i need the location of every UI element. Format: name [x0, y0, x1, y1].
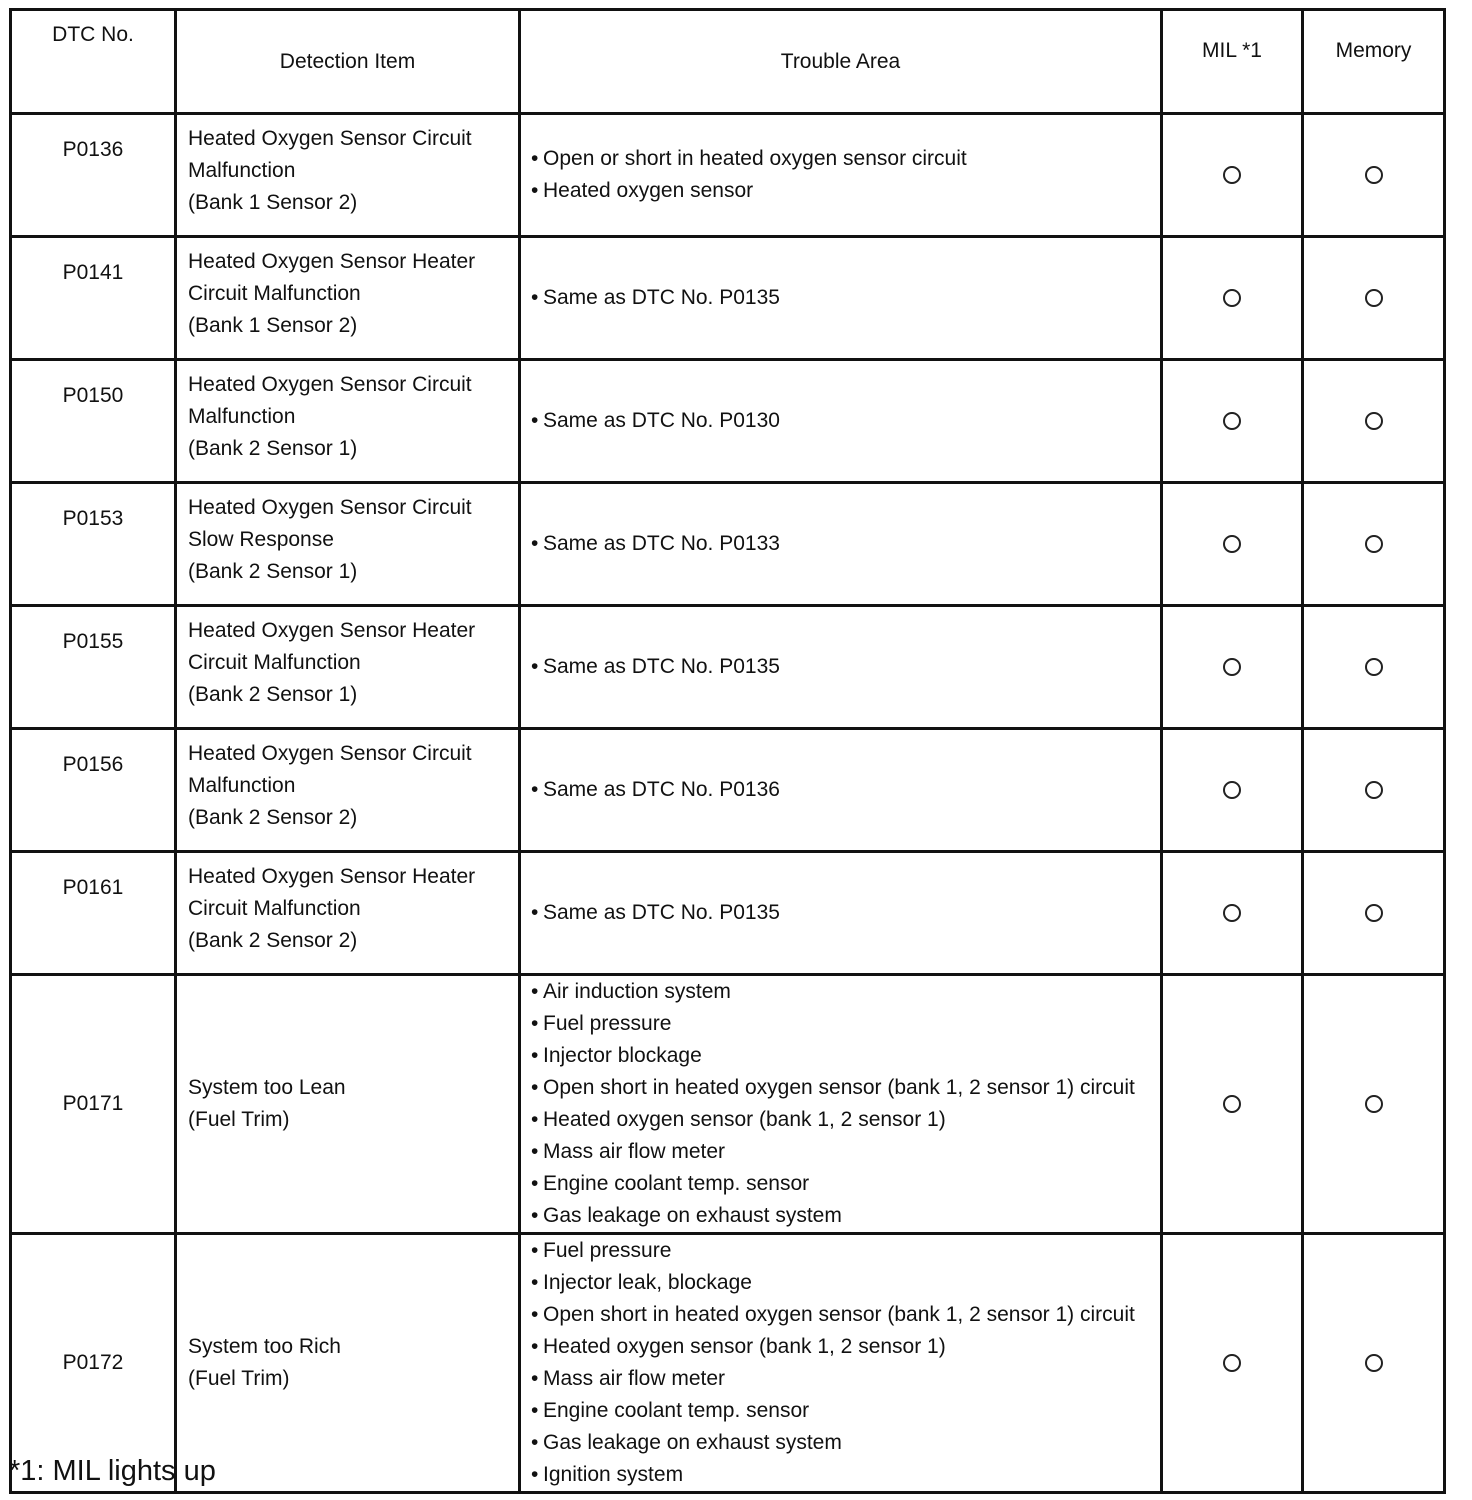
detection-item-line: Heated Oxygen Sensor Circuit — [188, 373, 472, 396]
detection-item — [176, 114, 520, 237]
detection-item-line: Malfunction — [188, 405, 296, 428]
trouble-area — [520, 606, 1162, 729]
trouble-area-item: • Same as DTC No. P0130 — [531, 405, 1152, 437]
detection-item-line: (Bank 1 Sensor 2) — [188, 191, 358, 214]
table-row — [11, 360, 1445, 483]
trouble-area-item: • Mass air flow meter — [531, 1136, 1152, 1168]
trouble-area — [520, 975, 1162, 1234]
detection-item — [176, 606, 520, 729]
detection-item-line: Malfunction — [188, 774, 296, 797]
trouble-area-item: • Injector blockage — [531, 1040, 1152, 1072]
trouble-area — [520, 1234, 1162, 1493]
trouble-area-item: • Heated oxygen sensor (bank 1, 2 sensor 1) — [531, 1104, 1152, 1136]
detection-item-line: Heated Oxygen Sensor Circuit — [188, 496, 472, 519]
circle-mark-icon — [1365, 658, 1383, 676]
circle-mark-icon — [1223, 781, 1241, 799]
dtc-code: P0172 — [11, 1234, 176, 1493]
trouble-area-item: • Fuel pressure — [531, 1008, 1152, 1040]
circle-mark-icon — [1223, 904, 1241, 922]
header-dtc-no: DTC No. — [11, 10, 176, 114]
detection-item — [176, 852, 520, 975]
trouble-area-list — [531, 143, 1152, 207]
footnote: *1: MIL lights up — [9, 1455, 216, 1487]
detection-item — [176, 729, 520, 852]
dtc-code: P0153 — [11, 483, 176, 606]
detection-item-line: Heated Oxygen Sensor Circuit — [188, 742, 472, 765]
circle-mark-icon — [1365, 904, 1383, 922]
trouble-area-list — [531, 651, 1152, 683]
detection-item-line: Circuit Malfunction — [188, 651, 361, 674]
mil-cell — [1162, 852, 1303, 975]
circle-mark-icon — [1223, 658, 1241, 676]
trouble-area — [520, 237, 1162, 360]
trouble-area-item: • Same as DTC No. P0133 — [531, 528, 1152, 560]
detection-item-line: Heated Oxygen Sensor Heater — [188, 250, 476, 273]
header-memory: Memory — [1303, 10, 1445, 114]
trouble-area-list — [531, 405, 1152, 437]
table-row — [11, 729, 1445, 852]
trouble-area-list — [531, 774, 1152, 806]
circle-mark-icon — [1365, 535, 1383, 553]
detection-item-line: Heated Oxygen Sensor Heater — [188, 865, 476, 888]
memory-cell — [1303, 1234, 1445, 1493]
circle-mark-icon — [1223, 535, 1241, 553]
circle-mark-icon — [1223, 166, 1241, 184]
header-detection-item: Detection Item — [176, 10, 520, 114]
trouble-area-item: • Mass air flow meter — [531, 1363, 1152, 1395]
detection-item-line: Malfunction — [188, 159, 296, 182]
memory-cell — [1303, 237, 1445, 360]
header-row — [11, 10, 1445, 114]
table-body — [11, 114, 1445, 1493]
table-row — [11, 237, 1445, 360]
detection-item-line: (Bank 2 Sensor 1) — [188, 437, 358, 460]
trouble-area — [520, 729, 1162, 852]
dtc-code: P0156 — [11, 729, 176, 852]
trouble-area-list — [531, 282, 1152, 314]
circle-mark-icon — [1365, 1354, 1383, 1372]
trouble-area-item: • Same as DTC No. P0136 — [531, 774, 1152, 806]
memory-cell — [1303, 606, 1445, 729]
table-row — [11, 606, 1445, 729]
detection-item-line: (Fuel Trim) — [188, 1367, 290, 1390]
trouble-area-list — [531, 1235, 1152, 1491]
trouble-area-list — [531, 976, 1152, 1232]
trouble-area — [520, 852, 1162, 975]
trouble-area — [520, 483, 1162, 606]
trouble-area-item: • Injector leak, blockage — [531, 1267, 1152, 1299]
mil-cell — [1162, 729, 1303, 852]
trouble-area — [520, 114, 1162, 237]
mil-cell — [1162, 1234, 1303, 1493]
detection-item-line: Heated Oxygen Sensor Heater — [188, 619, 476, 642]
detection-item-line: (Bank 2 Sensor 1) — [188, 560, 358, 583]
header-trouble-area: Trouble Area — [520, 10, 1162, 114]
dtc-code: P0161 — [11, 852, 176, 975]
trouble-area-item: • Open short in heated oxygen sensor (bank 1, 2 sensor 1) circuit — [531, 1299, 1152, 1331]
mil-cell — [1162, 606, 1303, 729]
detection-item-line: (Bank 1 Sensor 2) — [188, 314, 358, 337]
dtc-code: P0150 — [11, 360, 176, 483]
memory-cell — [1303, 852, 1445, 975]
memory-cell — [1303, 975, 1445, 1234]
detection-item — [176, 1234, 520, 1493]
detection-item-line: (Bank 2 Sensor 2) — [188, 929, 358, 952]
table-row — [11, 1234, 1445, 1493]
dtc-code: P0171 — [11, 975, 176, 1234]
detection-item — [176, 237, 520, 360]
circle-mark-icon — [1223, 412, 1241, 430]
trouble-area-item: • Fuel pressure — [531, 1235, 1152, 1267]
circle-mark-icon — [1365, 166, 1383, 184]
trouble-area-item: • Same as DTC No. P0135 — [531, 651, 1152, 683]
dtc-code: P0136 — [11, 114, 176, 237]
mil-cell — [1162, 975, 1303, 1234]
memory-cell — [1303, 729, 1445, 852]
detection-item — [176, 360, 520, 483]
trouble-area-item: • Gas leakage on exhaust system — [531, 1200, 1152, 1232]
trouble-area-item: • Open short in heated oxygen sensor (bank 1, 2 sensor 1) circuit — [531, 1072, 1152, 1104]
dtc-code: P0155 — [11, 606, 176, 729]
circle-mark-icon — [1365, 412, 1383, 430]
circle-mark-icon — [1223, 1095, 1241, 1113]
detection-item-line: (Bank 2 Sensor 1) — [188, 683, 358, 706]
detection-item — [176, 975, 520, 1234]
trouble-area-list — [531, 897, 1152, 929]
trouble-area-item: • Ignition system — [531, 1459, 1152, 1491]
mil-cell — [1162, 483, 1303, 606]
circle-mark-icon — [1223, 1354, 1241, 1372]
trouble-area-list — [531, 528, 1152, 560]
memory-cell — [1303, 360, 1445, 483]
detection-item-line: (Bank 2 Sensor 2) — [188, 806, 358, 829]
detection-item-line: (Fuel Trim) — [188, 1108, 290, 1131]
table-row — [11, 852, 1445, 975]
detection-item-line: Circuit Malfunction — [188, 282, 361, 305]
circle-mark-icon — [1365, 781, 1383, 799]
dtc-table — [9, 8, 1446, 1494]
circle-mark-icon — [1223, 289, 1241, 307]
mil-cell — [1162, 360, 1303, 483]
detection-item-line: Circuit Malfunction — [188, 897, 361, 920]
trouble-area-item: • Engine coolant temp. sensor — [531, 1168, 1152, 1200]
detection-item-line: Slow Response — [188, 528, 334, 551]
trouble-area-item: • Gas leakage on exhaust system — [531, 1427, 1152, 1459]
trouble-area-item: • Heated oxygen sensor — [531, 175, 1152, 207]
detection-item — [176, 483, 520, 606]
table-row — [11, 483, 1445, 606]
trouble-area — [520, 360, 1162, 483]
trouble-area-item: • Open or short in heated oxygen sensor circuit — [531, 143, 1152, 175]
memory-cell — [1303, 483, 1445, 606]
mil-cell — [1162, 237, 1303, 360]
detection-item-line: System too Lean — [188, 1076, 346, 1099]
trouble-area-item: • Engine coolant temp. sensor — [531, 1395, 1152, 1427]
trouble-area-item: • Same as DTC No. P0135 — [531, 897, 1152, 929]
detection-item-line: System too Rich — [188, 1335, 341, 1358]
header-mil: MIL *1 — [1162, 10, 1303, 114]
table-row — [11, 975, 1445, 1234]
memory-cell — [1303, 114, 1445, 237]
trouble-area-item: • Heated oxygen sensor (bank 1, 2 sensor 1) — [531, 1331, 1152, 1363]
circle-mark-icon — [1365, 289, 1383, 307]
table-row — [11, 114, 1445, 237]
dtc-code: P0141 — [11, 237, 176, 360]
trouble-area-item: • Air induction system — [531, 976, 1152, 1008]
detection-item-line: Heated Oxygen Sensor Circuit — [188, 127, 472, 150]
circle-mark-icon — [1365, 1095, 1383, 1113]
trouble-area-item: • Same as DTC No. P0135 — [531, 282, 1152, 314]
mil-cell — [1162, 114, 1303, 237]
